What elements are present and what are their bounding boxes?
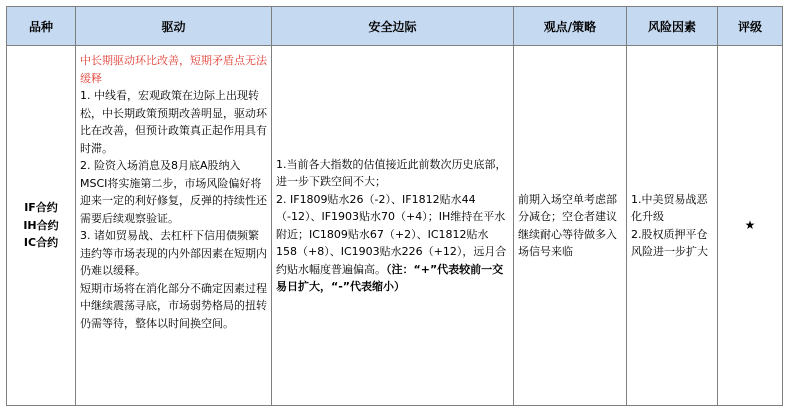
view-text: 前期入场空单考虑部分减仓；空仓者建议继续耐心等待做多入场信号来临 — [518, 192, 617, 258]
header-risk-factors: 风险因素 — [627, 7, 718, 46]
risk-cell — [627, 46, 718, 406]
strategy-table — [6, 6, 783, 406]
drivers-cell — [76, 46, 272, 406]
table-row — [7, 46, 783, 406]
safety-item-2 — [276, 191, 509, 296]
header-variety: 品种 — [7, 7, 76, 46]
header-view-strategy: 观点/策略 — [514, 7, 627, 46]
drivers-item-3: 3. 诸如贸易战、去杠杆下信用债频繁违约等市场表现的内外部因素在短期内仍难以缓释。 — [80, 229, 267, 277]
header-safety-margin: 安全边际 — [272, 7, 514, 46]
rating-star-icon: ★ — [744, 217, 756, 232]
drivers-item-1: 1. 中线看，宏观政策在边际上出现转松，中长期政策预期改善明显，驱动环比在改善，但预计政策真正起作用具有时滞。 — [80, 89, 267, 155]
risk-item-2: 2.股权质押平仓风险进一步扩大 — [631, 227, 708, 258]
safety-note: （注：“+”代表较前一交易日扩大，“-”代表缩小） — [276, 262, 504, 293]
safety-cell — [272, 46, 514, 406]
variety-ih: IH合约 — [23, 218, 59, 232]
safety-item-1: 1.当前各大指数的估值接近此前数次历史底部，进一步下跌空间不大； — [276, 157, 507, 188]
variety-ic: IC合约 — [23, 236, 59, 250]
drivers-heading: 中长期驱动环比改善，短期矛盾点无法缓释 — [80, 54, 267, 85]
header-drivers: 驱动 — [76, 7, 272, 46]
risk-item-1: 1.中美贸易战恶化升级 — [631, 192, 708, 223]
variety-cell — [7, 46, 76, 406]
header-rating: 评级 — [718, 7, 783, 46]
drivers-summary: 短期市场将在消化部分不确定因素过程中继续震荡寻底，市场弱势格局的扭转仍需等待，整体以时间换空间。 — [80, 281, 267, 330]
rating-cell — [718, 46, 783, 406]
safety-item-2-text: 2. IF1809贴水26（-2）、IF1812贴水44（-12）、IF1903贴水70（+4）；IH维持在平水附近；IC1809贴水67（+2）、IC1812贴水158（+8）、IC1903贴水226（+12），远月合约贴水幅度普遍偏高。 — [276, 192, 507, 276]
drivers-item-2: 2. 险资入场消息及8月底A股纳入MSCI将实施第二步，市场风险偏好将迎来一定的利好修复，反弹的持续性还需要后续观察验证。 — [80, 159, 267, 225]
variety-if: IF合约 — [24, 201, 58, 215]
view-cell — [514, 46, 627, 406]
header-row — [7, 7, 783, 46]
